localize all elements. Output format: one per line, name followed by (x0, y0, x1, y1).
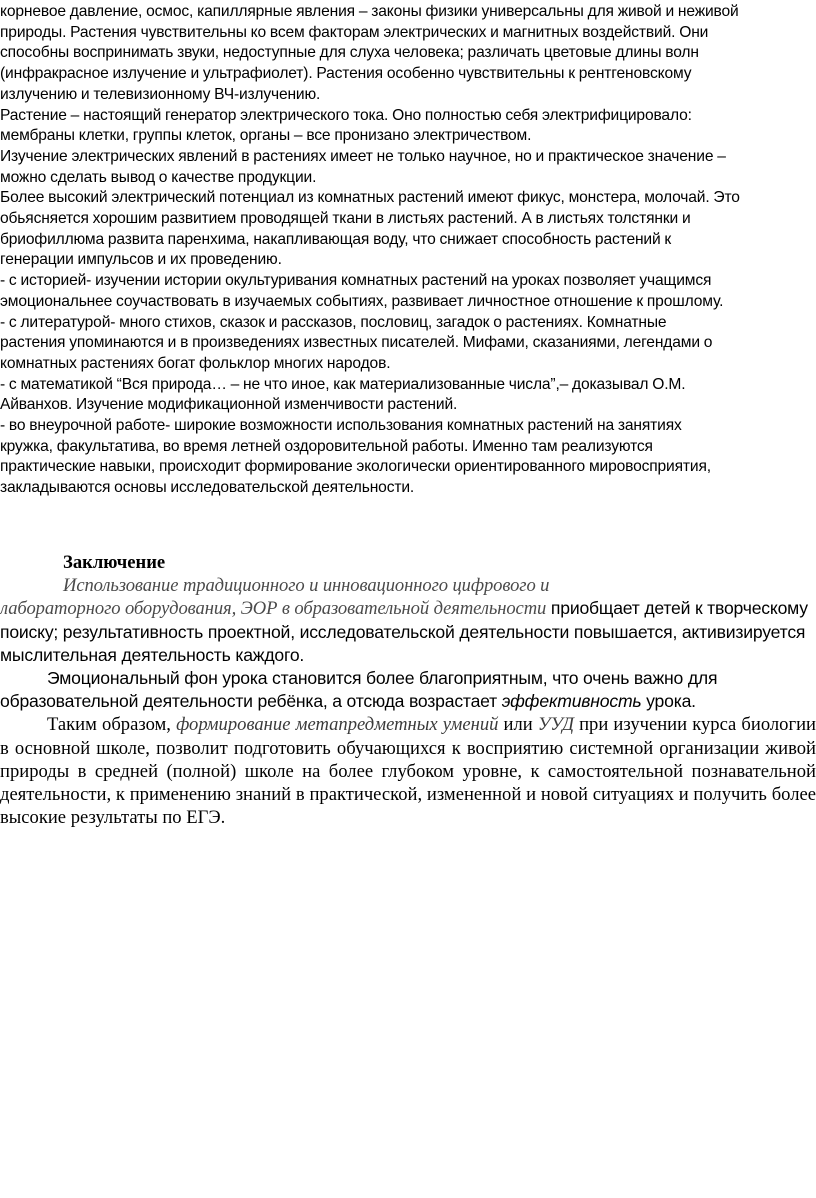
text-line: корневое давление, осмос, капиллярные явления – законы физики универсальны для живой и неживой (0, 3, 739, 20)
conclusion-paragraph-2 (0, 667, 816, 713)
paragraph-text: приобщает детей к творческому поиску; результативность проектной, исследовательской деятельности повышается, активизируется мыслительная деятельность каждого. (0, 598, 808, 665)
paragraph-text: урока. (641, 691, 696, 712)
conclusion-heading: Заключение (63, 552, 166, 573)
text-line: (инфракрасное излучение и ультрафиолет). Растения особенно чувствительны к рентгеновскому (0, 65, 692, 83)
text-line: - с литературой- много стихов, сказок и рассказов, пословиц, загадок о растениях. Комнатные (0, 313, 667, 331)
text-line: закладываются основы исследовательской деятельности. (0, 479, 415, 497)
paragraph-text: или (498, 714, 538, 736)
text-line: бриофиллюма развита паренхима, накапливающая воду, что снижает способность растений к (0, 230, 672, 248)
conclusion-paragraph-1 (0, 574, 816, 667)
italic-lead-line-2: лабораторного оборудования, ЭОР в образовательной деятельности (0, 598, 547, 620)
conclusion-paragraph-3 (0, 713, 816, 829)
text-line: кружка, факультатива, во время летней оздоровительной работы. Именно там реализуются (0, 437, 653, 455)
text-line: природы. Растения чувствительны ко всем факторам электрических и магнитных воздействий. Они (0, 23, 709, 41)
text-line: Изучение электрических явлений в растениях имеет не только научное, но и практическое значение – (0, 147, 726, 165)
text-line: комнатных растениях богат фольклор многих народов. (0, 354, 391, 372)
emphasis-text: формирование метапредметных умений (176, 714, 499, 736)
text-line: обьясняется хорошим развитием проводящей ткани в листьях растений. А в листьях толстянки и (0, 210, 691, 228)
text-line: излучению и телевизионному ВЧ-излучению. (0, 85, 321, 103)
paragraph-text: при изучении курса биологии в основной школе, позволит подготовить обучающихся к восприятию системной организации живой природы в средней (полной) школе на более глубоком уровне, к самостоятельной познавательной деятельности, к применению знаний в практической, измененной и новой ситуациях и получить более высокие результаты по ЕГЭ. (0, 714, 816, 829)
paragraph-text: Эмоциональный фон урока становится более благоприятным, что очень важно для образовательной деятельности ребёнка, а отсюда возрастает (0, 668, 718, 712)
text-line: практические навыки, происходит формирование экологически ориентированного мировосприятия, (0, 458, 711, 476)
text-line: способны воспринимать звуки, недоступные для слуха человека; различать цветовые длины волн (0, 44, 699, 62)
text-line: генерации импульсов и их проведению. (0, 251, 282, 269)
text-line: эмоциональнее соучаствовать в изучаемых событиях, развивает личностное отношение к прошлому. (0, 292, 724, 310)
text-line: - с историей- изучении истории окультуривания комнатных растений на уроках позволяет учащимся (0, 272, 712, 290)
text-line: Растение – настоящий генератор электрического тока. Оно полностью себя электрифицировало: (0, 106, 692, 124)
text-line: можно сделать вывод о качестве продукции. (0, 168, 317, 186)
emphasis-text: УУД (537, 714, 574, 736)
text-line: - с математикой “Вся природа… – не что иное, как материализованные числа”,– доказывал О.М. (0, 375, 686, 393)
text-line: Айванхов. Изучение модификационной изменчивости растений. (0, 396, 458, 414)
emphasis-text: эффективность (501, 691, 642, 712)
text-line: мембраны клетки, группы клеток, органы – все пронизано электричеством. (0, 127, 532, 145)
text-line: - во внеурочной работе- широкие возможности использования комнатных растений на занятиях (0, 417, 682, 435)
italic-lead-line-1: Использование традиционного и инновационного цифрового и (63, 575, 550, 597)
text-line: растения упоминаются и в произведениях известных писателей. Мифами, сказаниями, легендами о (0, 334, 713, 352)
text-line: Более высокий электрический потенциал из комнатных растений имеют фикус, монстера, молочай. Это (0, 189, 740, 207)
body-text-block (0, 2, 816, 499)
paragraph-text: Таким образом, (47, 714, 177, 736)
conclusion-section (0, 551, 816, 829)
